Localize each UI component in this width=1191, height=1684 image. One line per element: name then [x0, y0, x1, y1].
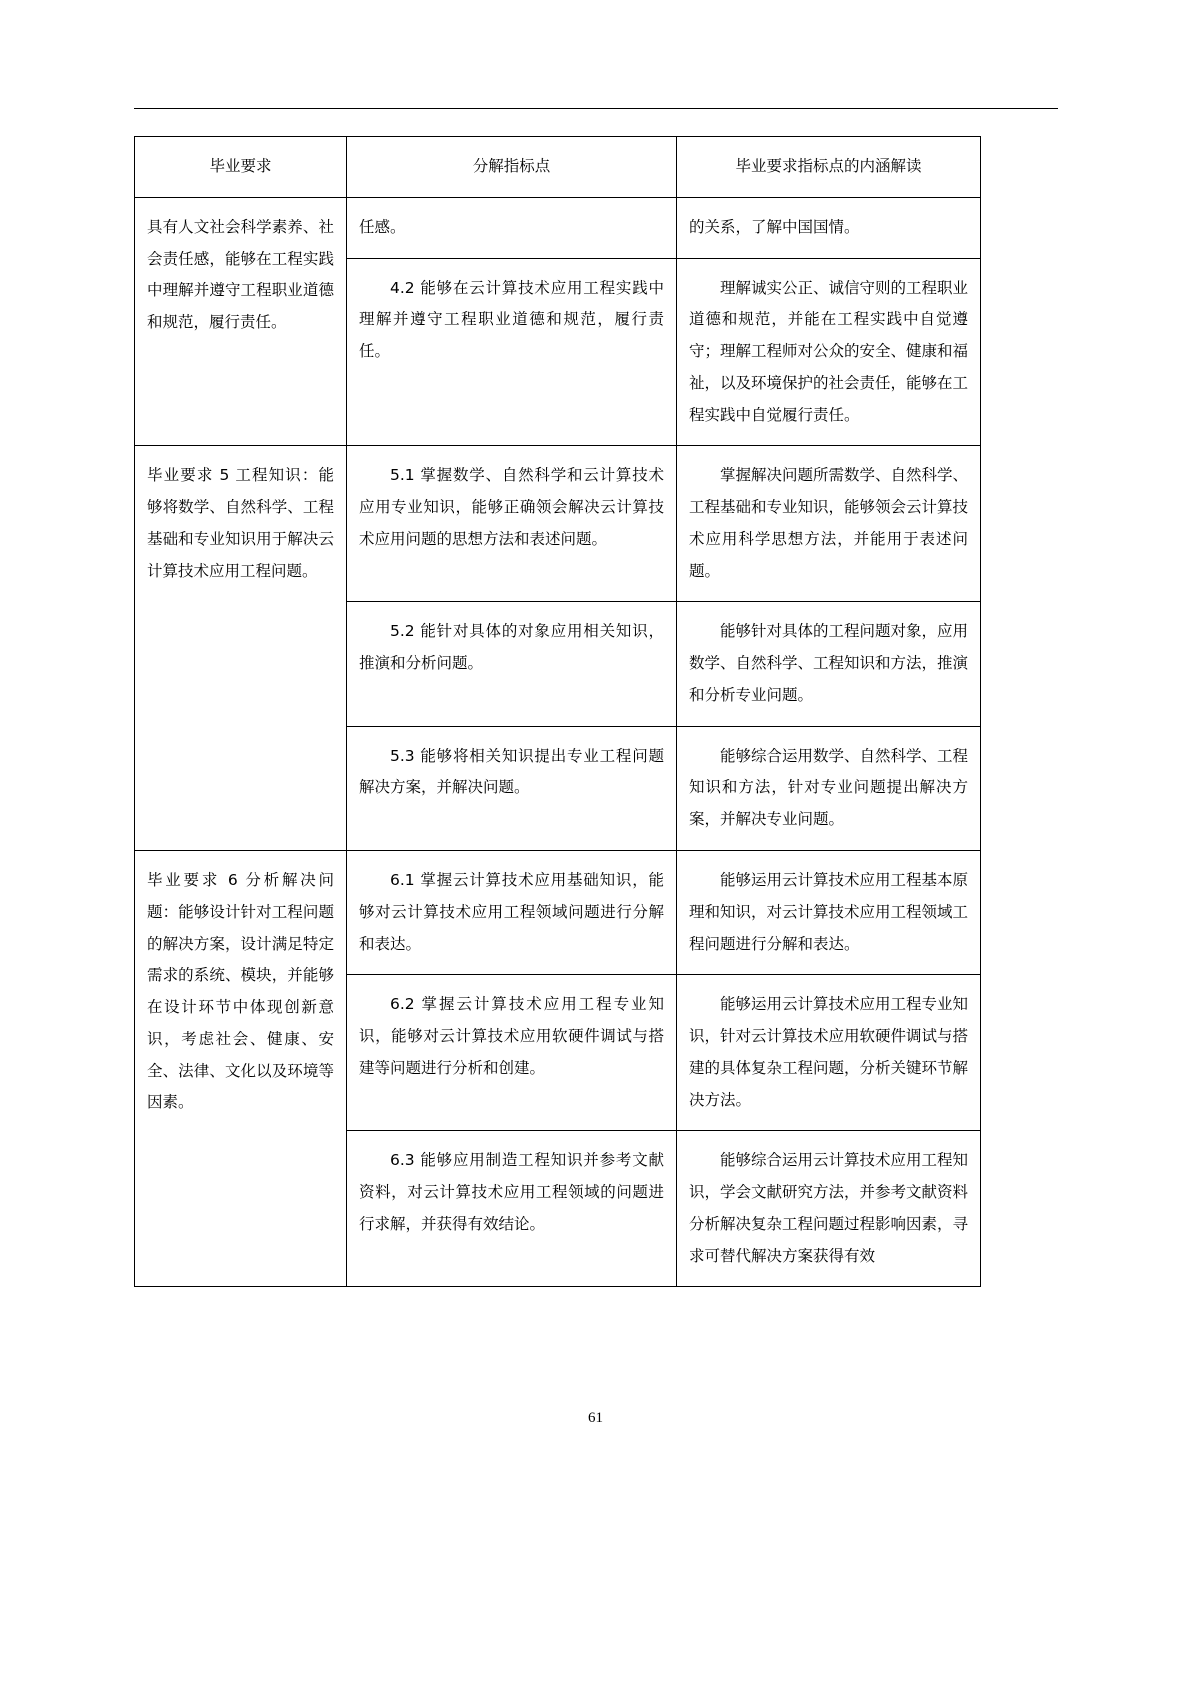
- page-number: 61: [588, 1410, 603, 1426]
- explanation-cell: 能够综合运用数学、自然科学、工程知识和方法，针对专业问题提出解决方案，并解决专业问题。: [677, 726, 981, 850]
- indicator-cell: 6.2 掌握云计算技术应用工程专业知识，能够对云计算技术应用软硬件调试与搭建等问题进行分析和创建。: [347, 975, 677, 1131]
- header-graduation-requirement: 毕业要求: [135, 137, 347, 198]
- explanation-cell: 掌握解决问题所需数学、自然科学、工程基础和专业知识，能够领会云计算技术应用科学思想方法，并能用于表述问题。: [677, 446, 981, 602]
- indicator-cell: 5.3 能够将相关知识提出专业工程问题解决方案，并解决问题。: [347, 726, 677, 850]
- indicator-cell: 4.2 能够在云计算技术应用工程实践中理解并遵守工程职业道德和规范，履行责任。: [347, 258, 677, 446]
- header-indicator-explanation: 毕业要求指标点的内涵解读: [677, 137, 981, 198]
- explanation-cell: 能够综合运用云计算技术应用工程知识，学会文献研究方法，并参考文献资料分析解决复杂工程问题过程影响因素，寻求可替代解决方案获得有效: [677, 1131, 981, 1287]
- indicator-cell: 任感。: [347, 197, 677, 258]
- requirement-cell: 毕业要求 5 工程知识：能够将数学、自然科学、工程基础和专业知识用于解决云计算技术应用工程问题。: [135, 446, 347, 851]
- requirement-cell: 毕业要求 6 分析解决问题：能够设计针对工程问题的解决方案，设计满足特定需求的系统、模块，并能够在设计环节中体现创新意识，考虑社会、健康、安全、法律、文化以及环境等因素。: [135, 851, 347, 1287]
- explanation-cell: 能够针对具体的工程问题对象，应用数学、自然科学、工程知识和方法，推演和分析专业问题。: [677, 602, 981, 726]
- explanation-cell: 能够运用云计算技术应用工程基本原理和知识，对云计算技术应用工程领域工程问题进行分解和表达。: [677, 851, 981, 975]
- header-indicator-point: 分解指标点: [347, 137, 677, 198]
- indicator-cell: 6.1 掌握云计算技术应用基础知识，能够对云计算技术应用工程领域问题进行分解和表达。: [347, 851, 677, 975]
- indicator-cell: 5.2 能针对具体的对象应用相关知识，推演和分析问题。: [347, 602, 677, 726]
- explanation-cell: 能够运用云计算技术应用工程专业知识，针对云计算技术应用软硬件调试与搭建的具体复杂工程问题，分析关键环节解决方法。: [677, 975, 981, 1131]
- indicator-cell: 6.3 能够应用制造工程知识并参考文献资料，对云计算技术应用工程领域的问题进行求解，并获得有效结论。: [347, 1131, 677, 1287]
- explanation-cell: 的关系，了解中国国情。: [677, 197, 981, 258]
- graduation-requirements-table: [134, 136, 981, 1287]
- indicator-cell: 5.1 掌握数学、自然科学和云计算技术应用专业知识，能够正确领会解决云计算技术应用问题的思想方法和表述问题。: [347, 446, 677, 602]
- header-rule: [134, 108, 1058, 109]
- table-row: [135, 446, 981, 602]
- explanation-cell: 理解诚实公正、诚信守则的工程职业道德和规范，并能在工程实践中自觉遵守；理解工程师对公众的安全、健康和福祉，以及环境保护的社会责任，能够在工程实践中自觉履行责任。: [677, 258, 981, 446]
- table-row: [135, 197, 981, 258]
- table-header-row: [135, 137, 981, 198]
- table-row: [135, 851, 981, 975]
- requirement-cell: 具有人文社会科学素养、社会责任感，能够在工程实践中理解并遵守工程职业道德和规范，履行责任。: [135, 197, 347, 446]
